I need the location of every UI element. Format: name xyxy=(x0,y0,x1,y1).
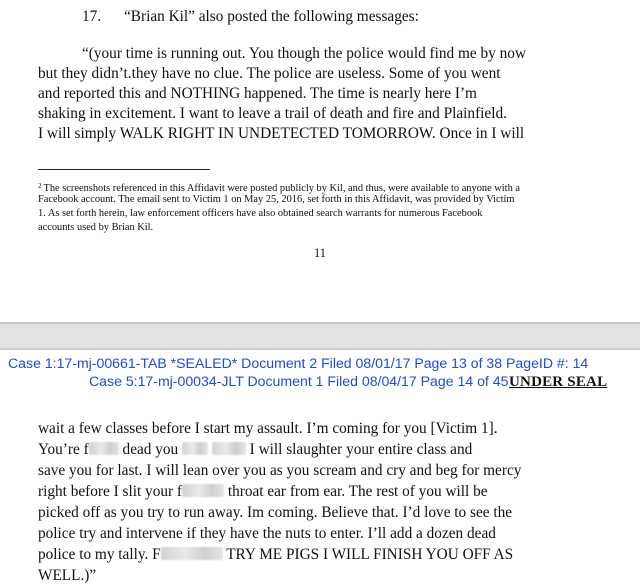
quote-continued-line-2 xyxy=(38,440,472,460)
footnote-marker: 2 xyxy=(38,182,42,190)
quote-continued-line-7 xyxy=(38,545,513,565)
quote-continued-line-4 xyxy=(38,482,488,502)
text-segment: police to my tally. F xyxy=(38,546,161,563)
quote-line-2: but they didn’t.they have no clue. The police are useless. Some of you went xyxy=(38,65,501,82)
redaction-blur xyxy=(182,484,224,497)
text-segment: dead you xyxy=(118,441,183,458)
redaction-blur xyxy=(89,442,119,455)
text-segment: right before I slit your f xyxy=(38,483,183,500)
footnote-divider xyxy=(38,169,210,170)
ecf-header-stamp-secondary: Case 5:17-mj-00034-JLT Document 1 Filed 08/04/17 Page 14 of 45 xyxy=(89,373,509,389)
text-segment: TRY ME PIGS I WILL FINISH YOU OFF AS xyxy=(222,546,514,563)
text-segment: You’re f xyxy=(38,441,89,458)
footnote-line-4: accounts used by Brian Kil. xyxy=(38,222,154,233)
quote-continued-line-1: wait a few classes before I start my assault. I’m coming for you [Victim 1]. xyxy=(38,420,498,437)
quote-line-1: “(your time is running out. You though the police would find me by now xyxy=(82,45,526,62)
redaction-blur xyxy=(182,442,208,455)
quote-line-4: shaking in excitement. I want to leave a trail of death and fire and Plainfield. xyxy=(38,105,507,122)
quote-continued-line-3: save you for last. I will lean over you as you scream and cry and beg for mercy xyxy=(38,462,522,479)
page-separator-shadow-top xyxy=(0,322,640,325)
ecf-header-stamp-primary: Case 1:17-mj-00661-TAB *SEALED* Document 2 Filed 08/01/17 Page 13 of 38 PageID #: 14 xyxy=(8,355,589,371)
footnote-line-3: 1. As set forth herein, law enforcement officers have also obtained search warrants for numerous Facebook xyxy=(38,208,483,219)
page-separator xyxy=(0,322,640,350)
paragraph-17-heading xyxy=(82,7,419,27)
text-segment: I will slaughter your entire class and xyxy=(245,441,473,458)
quote-continued-line-5: picked off as you try to run away. Im coming. Believe that. I’d love to see the xyxy=(38,504,513,521)
quote-line-5: I will simply WALK RIGHT IN UNDETECTED TOMORROW. Once in I will xyxy=(38,125,525,142)
quote-line-3: and reported this and NOTHING happened. The time is nearly here I’m xyxy=(38,85,477,102)
paragraph-number: 17. xyxy=(82,8,102,25)
footnote-line-2: Facebook account. The email sent to Victim 1 on May 25, 2016, set forth in this Affidavit, was provided by Victim xyxy=(38,194,515,205)
text-segment: throat ear from ear. The rest of you will be xyxy=(224,483,488,500)
under-seal-label: UNDER SEAL xyxy=(509,374,608,390)
paragraph-intro: “Brian Kil” also posted the following messages: xyxy=(124,8,419,25)
quote-continued-line-8: WELL.)” xyxy=(38,567,97,584)
quote-continued-line-6: police try and intervene if they have the nuts to enter. I’ll add a dozen dead xyxy=(38,525,496,542)
footnote-text-1: The screenshots referenced in this Affidavit were posted publicly by Kil, and thus, were available to anyone with a xyxy=(43,183,520,194)
redaction-blur xyxy=(161,547,223,560)
document-page-lower xyxy=(0,350,640,586)
page-number: 11 xyxy=(313,246,327,260)
redaction-blur xyxy=(212,442,246,455)
